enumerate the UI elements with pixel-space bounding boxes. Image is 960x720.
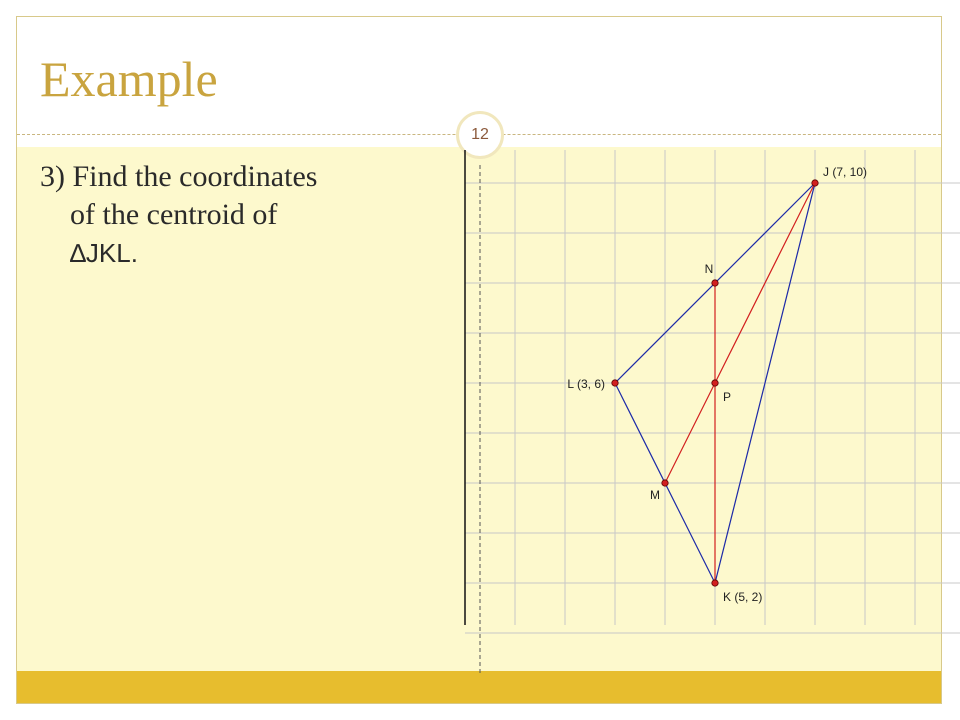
point-J (812, 180, 818, 186)
point-M (662, 480, 668, 486)
graph-svg (460, 145, 960, 675)
point-label-N: N (704, 262, 714, 276)
point-label-P: P (723, 390, 732, 404)
problem-statement (40, 158, 450, 272)
grid (465, 150, 960, 633)
points (567, 165, 867, 604)
problem-line-1: 3) Find the coordinates (40, 160, 318, 193)
point-label-J: J (7, 10) (823, 165, 868, 179)
point-L (612, 380, 618, 386)
slide-title: Example (40, 51, 218, 107)
triangle-symbol: ∆ (70, 238, 86, 268)
point-label-M: M (650, 488, 660, 502)
triangle-name: JKL. (85, 238, 138, 268)
slide-number: 12 (471, 126, 489, 143)
point-P (712, 380, 718, 386)
point-label-K: K (5, 2) (723, 590, 763, 604)
coordinate-graph (460, 145, 960, 675)
point-label-L: L (3, 6) (567, 377, 605, 391)
point-K (712, 580, 718, 586)
point-N (712, 280, 718, 286)
problem-line-2: of the centroid of (70, 198, 278, 231)
y-axis (465, 150, 480, 673)
footer-band (17, 671, 941, 703)
problem-line-3 (40, 234, 450, 272)
